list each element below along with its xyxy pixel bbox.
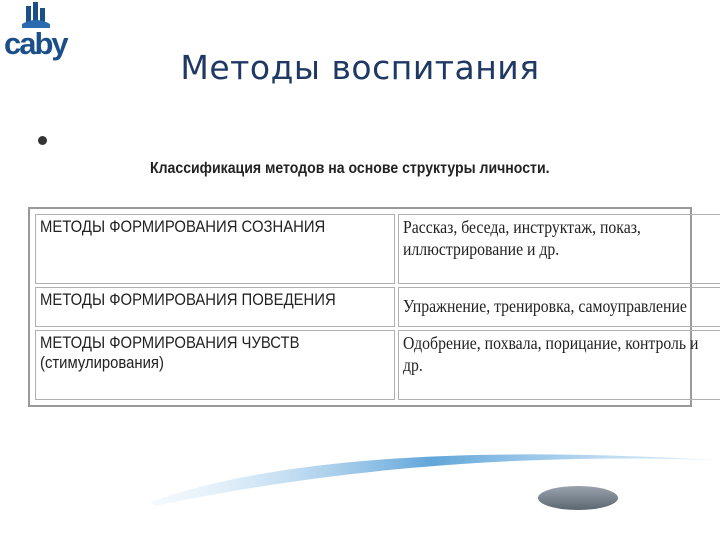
svg-text:caby: caby [4, 26, 67, 61]
table-caption: Классификация методов на основе структуры личности. [150, 160, 550, 177]
examples-text: Рассказ, беседа, инструктаж, показ, иллюстрирование и др. [403, 217, 645, 259]
page-title: Методы воспитания [180, 48, 540, 87]
examples-text: Упражнение, тренировка, самоуправление [403, 296, 687, 317]
table-row [35, 214, 720, 284]
methods-table [28, 207, 703, 407]
pill-shape [538, 486, 618, 510]
examples-cell [398, 330, 720, 400]
method-cell [35, 330, 395, 400]
bullet-point [38, 136, 47, 145]
method-text: МЕТОДЫ ФОРМИРОВАНИЯ ПОВЕДЕНИЯ [40, 291, 336, 310]
examples-text: Одобрение, похвала, порицание, контроль и др. [403, 332, 703, 375]
decorative-swoosh [0, 420, 720, 540]
examples-cell [398, 214, 720, 284]
table-row [35, 330, 720, 400]
method-cell [35, 214, 395, 284]
examples-cell [398, 287, 720, 326]
method-cell [35, 287, 395, 326]
method-text: МЕТОДЫ ФОРМИРОВАНИЯ ЧУВСТВ (стимулирования) [40, 333, 304, 373]
table-row [35, 287, 720, 326]
method-text: МЕТОДЫ ФОРМИРОВАНИЯ СОЗНАНИЯ [40, 218, 326, 236]
